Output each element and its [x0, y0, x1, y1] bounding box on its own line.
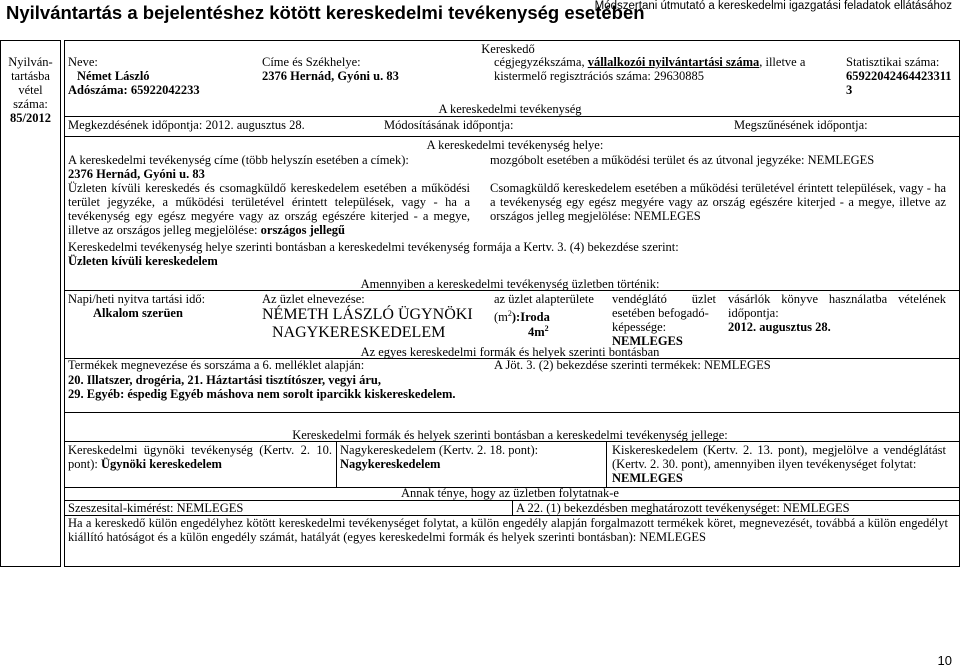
stat-number-value-1: 65922042464423311: [846, 69, 952, 83]
reg-text-a: cégjegyzékszáma,: [494, 55, 585, 69]
registration-label-line3: vétel: [18, 83, 43, 97]
retail-value: NEMLEGES: [612, 471, 683, 485]
reg-text-c: , illetve a: [759, 55, 806, 69]
agent-activity: [68, 443, 332, 471]
page-title: Nyilvántartás a bejelentéshez kötött kereskedelmi tevékenység esetében: [6, 2, 645, 23]
location-section-label: A kereskedelmi tevékenység helye:: [426, 138, 604, 152]
outside-trade-label: Üzleten kívüli kereskedés és csomagküldő kereskedelem esetében a működési terület jegyzéke, a működési területével érintett települések, vagy - ha a tevékenység egy egész megyére vagy az ország egészére kiterjed - a megye, illetve az országos jelleg megjelölése:: [68, 181, 470, 237]
registration-label-line4: száma:: [13, 97, 48, 111]
registration-label: [1, 55, 60, 125]
alcohol-label: Szeszesital-kimérést: NEMLEGES: [68, 501, 244, 515]
tobacco-label: Annak ténye, hogy az üzletben folytatnak-e: [401, 486, 619, 500]
area-value-sup: 2: [544, 324, 549, 333]
trade-form-label: Kereskedelmi tevékenység helye szerinti bontásban a kereskedelmi tevékenység formája a Kertv. 3. (4) bekezdése szerint:: [68, 240, 679, 254]
catering-line1: vendéglátó üzlet: [612, 292, 716, 306]
trader-registration-line1: [494, 55, 805, 69]
products-label: Termékek megnevezése és sorszáma a 6. melléklet alapján:: [68, 358, 365, 372]
forms-breakdown-label: Az egyes kereskedelmi formák és helyek szerinti bontásban: [360, 345, 660, 359]
mobile-shop-label: mozgóbolt esetében a működési terület és az útvonal jegyzéke: NEMLEGES: [490, 153, 875, 167]
catering-line3: képessége:: [612, 320, 667, 334]
reg-text-b: vállalkozói nyilvántartási száma: [587, 55, 760, 69]
trader-tax-number: Adószáma: 65922042233: [68, 83, 200, 97]
registration-label-line2: tartásba: [11, 69, 50, 83]
activity-end-date: Megszűnésének időpontja:: [734, 118, 868, 132]
activity-section-label: A kereskedelmi tevékenység: [438, 102, 582, 116]
shop-area-value: [528, 322, 549, 339]
retail-label: Kiskereskedelem (Kertv. 2. 13. pont), megjelölve a vendéglátást (Kertv. 2. 30. pont), amennyiben ilyen tevékenységet folytat:: [612, 443, 946, 471]
opening-hours-value: Alkalom szerüen: [93, 306, 183, 320]
customer-book-date: 2012. augusztus 28.: [728, 320, 831, 334]
location-address-value: 2376 Hernád, Gyóni u. 83: [68, 167, 205, 181]
mail-order-text: Csomagküldő kereskedelem esetében a működési területével érintett települések, vagy - ha a tevékenység egy egész megyére vagy az ország egészére kiterjed - a megye, illetve az országos jelleg megjelölése: NEMLEGES: [490, 181, 946, 223]
shop-name-value-1: NÉMETH LÁSZLÓ ÜGYNÖKI: [262, 306, 473, 323]
products-line2: 29. Egyéb: éspedig Egyéb máshova nem sorolt iparcikk kiskereskedelem.: [68, 387, 456, 401]
permit-text: Ha a kereskedő külön engedélyhez kötött kereskedelmi tevékenységet folytat, a külön engedély alapján forgalmazott termékek köret, megnevezését, továbbá a külön engedélyt kiállító hatóságot és a külön engedély számát, hatályát (egyes kereskedelmi formák és helyek szerinti bontásban): NEMLEGES: [68, 516, 948, 544]
stat-number-value-2: 3: [846, 83, 853, 97]
forms-divider: [64, 441, 960, 442]
shop-area-label: az üzlet alapterülete: [494, 292, 594, 306]
activity-divider: [64, 116, 960, 117]
trader-name-value: Német László: [77, 69, 150, 83]
trader-address-label: Címe és Székhelye:: [262, 55, 361, 69]
page-number: 10: [937, 653, 952, 668]
activity-start-date: Megkezdésének időpontja: 2012. augusztus 28.: [68, 118, 305, 132]
location-divider: [64, 136, 960, 137]
wholesale-label: Nagykereskedelem (Kertv. 2. 18. pont):: [340, 443, 539, 457]
products-line1: 20. Illatszer, drogéria, 21. Háztartási tisztítószer, vegyi áru,: [68, 373, 382, 387]
activity-modification-date: Módosításának időpontja:: [384, 118, 514, 132]
wholesale-activity: [340, 443, 600, 471]
shop-name-label: Az üzlet elnevezése:: [262, 292, 365, 306]
area-unit-b: ):Iroda: [511, 310, 550, 325]
outside-trade-text: [68, 181, 470, 237]
catering-value: NEMLEGES: [612, 334, 683, 348]
opening-hours-label: Napi/heti nyitva tartási idő:: [68, 292, 206, 306]
shop-divider: [64, 290, 960, 291]
customer-book-label: vásárlók könyve használatba vételének időpontja:: [728, 292, 946, 320]
registration-number: 85/2012: [10, 111, 51, 125]
forms-top-divider: [64, 412, 960, 413]
area-unit-a: (m: [494, 310, 508, 325]
trader-name-label: Neve:: [68, 55, 98, 69]
forms-section-label: Kereskedelmi formák és helyek szerinti bontásban a kereskedelmi tevékenység jellege:: [292, 428, 728, 442]
wholesale-value: Nagykereskedelem: [340, 457, 441, 471]
registration-number-box: [0, 40, 61, 567]
forms-col-divider-1: [336, 441, 337, 487]
area-unit-sup: 2: [507, 309, 512, 318]
catering-line2: esetében befogadó-: [612, 306, 709, 320]
shop-name-value-2: NAGYKERESKEDELEM: [272, 324, 446, 341]
outside-trade-value: országos jellegű: [260, 223, 345, 237]
catering-capacity: [612, 292, 716, 348]
location-address-label: A kereskedelmi tevékenység címe (több helyszín esetében a címek):: [68, 153, 409, 167]
forms-col-divider-2: [606, 441, 607, 487]
trader-section-label: Kereskedő: [481, 42, 535, 56]
a22-label: A 22. (1) bekezdésben meghatározott tevékenységet: NEMLEGES: [516, 501, 850, 515]
page-subtitle: Módszertani útmutató a kereskedelmi igazgatási feladatok ellátásához: [594, 0, 952, 12]
retail-activity: [612, 443, 946, 485]
trade-form-value: Üzleten kívüli kereskedelem: [68, 254, 218, 268]
agent-value: Ügynöki kereskedelem: [100, 457, 222, 471]
alcohol-col-divider: [512, 500, 513, 515]
agent-label: Kereskedelmi ügynöki tevékenység (Kertv. 2. 10. pont):: [68, 443, 332, 471]
area-value: 4m: [528, 325, 545, 340]
trader-address-value: 2376 Hernád, Gyóni u. 83: [262, 69, 399, 83]
shop-section-label: Amennyiben a kereskedelmi tevékenység üzletben történik:: [360, 277, 660, 291]
stat-number-label: Statisztikai száma:: [846, 55, 940, 69]
trader-registration-line2: kistermelő regisztrációs száma: 29630885: [494, 69, 705, 83]
jot-products-label: A Jöt. 3. (2) bekezdése szerinti termékek: NEMLEGES: [494, 358, 771, 372]
registration-label-line1: Nyilván-: [8, 55, 53, 69]
